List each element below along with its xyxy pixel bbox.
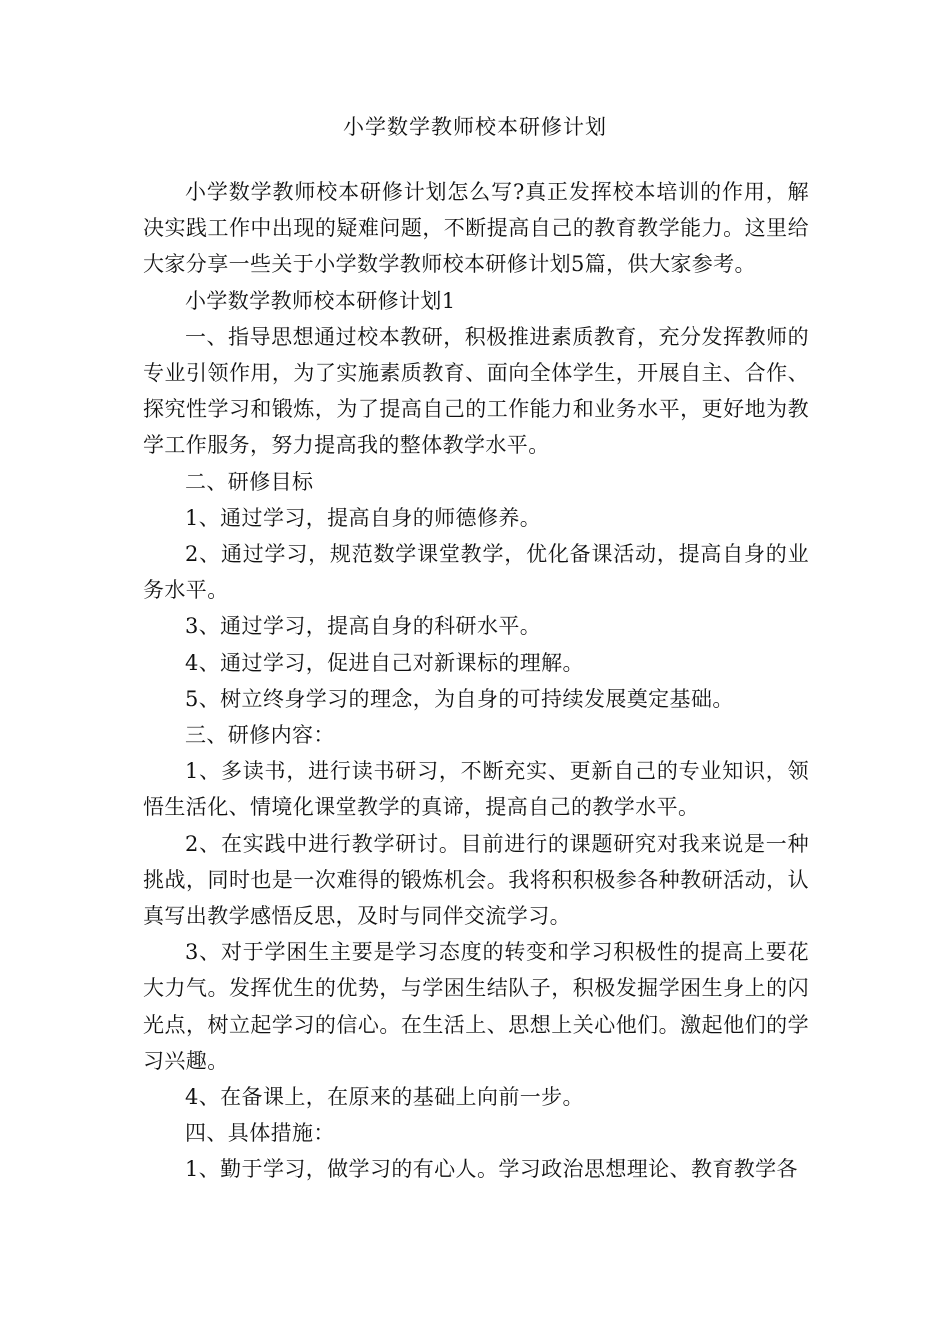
goal-item-4: 4、通过学习，促进自己对新课标的理解。 (185, 650, 584, 675)
measure-item-1: 1、勤于学习，做学习的有心人。学习政治思想理论、教育教学各 (185, 1157, 798, 1182)
goal-item-5: 5、树立终身学习的理念，为自身的可持续发展奠定基础。 (185, 686, 734, 711)
content-item-1: 1、多读书，进行读书研习，不断充实、更新自己的专业知识，领悟生活化、情境化课堂教学的真谛，提高自己的教学水平。 (143, 759, 809, 820)
heading-specific-measures: 四、具体措施： (185, 1121, 335, 1146)
goal-item-1: 1、通过学习，提高自身的师德修养。 (185, 505, 542, 530)
content-item-4: 4、在备课上，在原来的基础上向前一步。 (185, 1085, 584, 1110)
heading-research-goals: 二、研修目标 (185, 469, 314, 494)
content-item-2: 2、在实践中进行教学研讨。目前进行的课题研究对我来说是一种挑战，同时也是一次难得的锻炼机会。我将积积极参各种教研活动，认真写出教学感悟反思，及时与同伴交流学习。 (143, 831, 809, 929)
intro-paragraph: 小学数学教师校本研修计划怎么写?真正发挥校本培训的作用，解决实践工作中出现的疑难问题，不断提高自己的教育教学能力。这里给大家分享一些关于小学数学教师校本研修计划5篇，供大家参考。 (143, 180, 809, 277)
section-heading-plan-1: 小学数学教师校本研修计划1 (185, 288, 456, 313)
content-item-3: 3、对于学困生主要是学习态度的转变和学习积极性的提高上要花大力气。发挥优生的优势，与学困生结队子，积极发掘学困生身上的闪光点，树立起学习的信心。在生活上、思想上关心他们。激起他们的学习兴趣。 (143, 940, 809, 1073)
document-title: 小学数学教师校本研修计划 (343, 115, 607, 139)
goal-item-2: 2、通过学习，规范数学课堂教学，优化备课活动，提高自身的业务水平。 (143, 542, 809, 603)
heading-research-content: 三、研修内容： (185, 723, 335, 748)
guiding-ideology-paragraph: 一、指导思想通过校本教研，积极推进素质教育，充分发挥教师的专业引领作用，为了实施素质教育、面向全体学生，开展自主、合作、探究性学习和锻炼，为了提高自己的工作能力和业务水平，更好地为教学工作服务，努力提高我的整体教学水平。 (143, 324, 809, 458)
document-body (143, 174, 809, 1188)
goal-item-3: 3、通过学习，提高自身的科研水平。 (185, 614, 542, 639)
